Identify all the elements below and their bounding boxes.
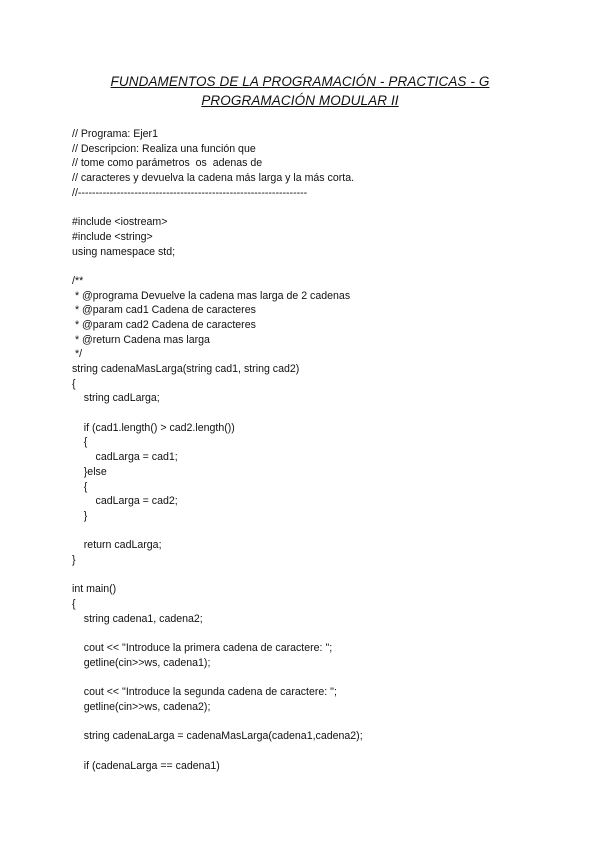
code-line: } — [72, 553, 76, 566]
code-line: // tome como parámetros os adenas de — [72, 157, 263, 170]
code-line: string cadenaMasLarga(string cad1, string cad2) — [72, 363, 300, 375]
code-line: }else — [72, 465, 107, 478]
code-line: int main() — [72, 583, 117, 596]
code-line: using namespace std; — [72, 245, 176, 258]
title-line-1: FUNDAMENTOS DE LA PROGRAMACIÓN - PRACTICAS - G — [110, 74, 490, 89]
code-line — [72, 670, 542, 685]
code-line — [72, 715, 542, 730]
code-line — [72, 626, 542, 641]
code-line — [72, 568, 542, 583]
code-line: cout << "Introduce la segunda cadena de caractere: "; — [72, 686, 337, 699]
code-line: string cadenaLarga = cadenaMasLarga(cadena1,cadena2); — [72, 730, 363, 743]
code-line: { — [72, 377, 76, 390]
title-line-2: PROGRAMACIÓN MODULAR II — [201, 93, 399, 108]
code-line: string cadLarga; — [72, 392, 160, 405]
code-line: // Programa: Ejer1 — [72, 128, 158, 140]
code-line: { — [72, 436, 88, 449]
code-line: getline(cin>>ws, cadena1); — [72, 656, 211, 669]
code-line: cout << "Introduce la primera cadena de caractere: "; — [72, 642, 333, 655]
code-line: cadLarga = cad1; — [72, 451, 178, 464]
code-line: * @programa Devuelve la cadena mas larga de 2 cadenas — [72, 289, 351, 302]
code-line: } — [72, 509, 88, 522]
code-line: * @param cad1 Cadena de caracteres — [72, 304, 256, 317]
code-line: // caracteres y devuelva la cadena más larga y la más corta. — [72, 172, 355, 185]
code-line: { — [72, 598, 76, 610]
code-line: { — [72, 480, 88, 493]
code-line: */ — [72, 348, 83, 361]
code-line: if (cadenaLarga == cadena1) — [72, 759, 220, 772]
code-line: #include <iostream> — [72, 216, 168, 229]
code-line: * @param cad2 Cadena de caracteres — [72, 318, 256, 331]
page-title — [60, 72, 540, 110]
code-line: if (cad1.length() > cad2.length()) — [72, 421, 235, 434]
code-line: * @return Cadena mas larga — [72, 333, 210, 346]
code-line: // Descripcion: Realiza una función que — [72, 142, 256, 155]
code-listing — [72, 127, 542, 773]
code-line — [72, 524, 542, 539]
code-line: string cadena1, cadena2; — [72, 612, 203, 625]
code-line: //----------------------------------------------------------------- — [72, 186, 308, 199]
code-line — [72, 744, 542, 759]
code-line — [72, 259, 542, 274]
code-line — [72, 200, 542, 215]
code-line — [72, 406, 542, 421]
code-line: #include <string> — [72, 230, 153, 243]
code-line: cadLarga = cad2; — [72, 495, 178, 508]
code-line: return cadLarga; — [72, 539, 162, 552]
code-line: /** — [72, 274, 84, 287]
code-line: getline(cin>>ws, cadena2); — [72, 700, 211, 713]
